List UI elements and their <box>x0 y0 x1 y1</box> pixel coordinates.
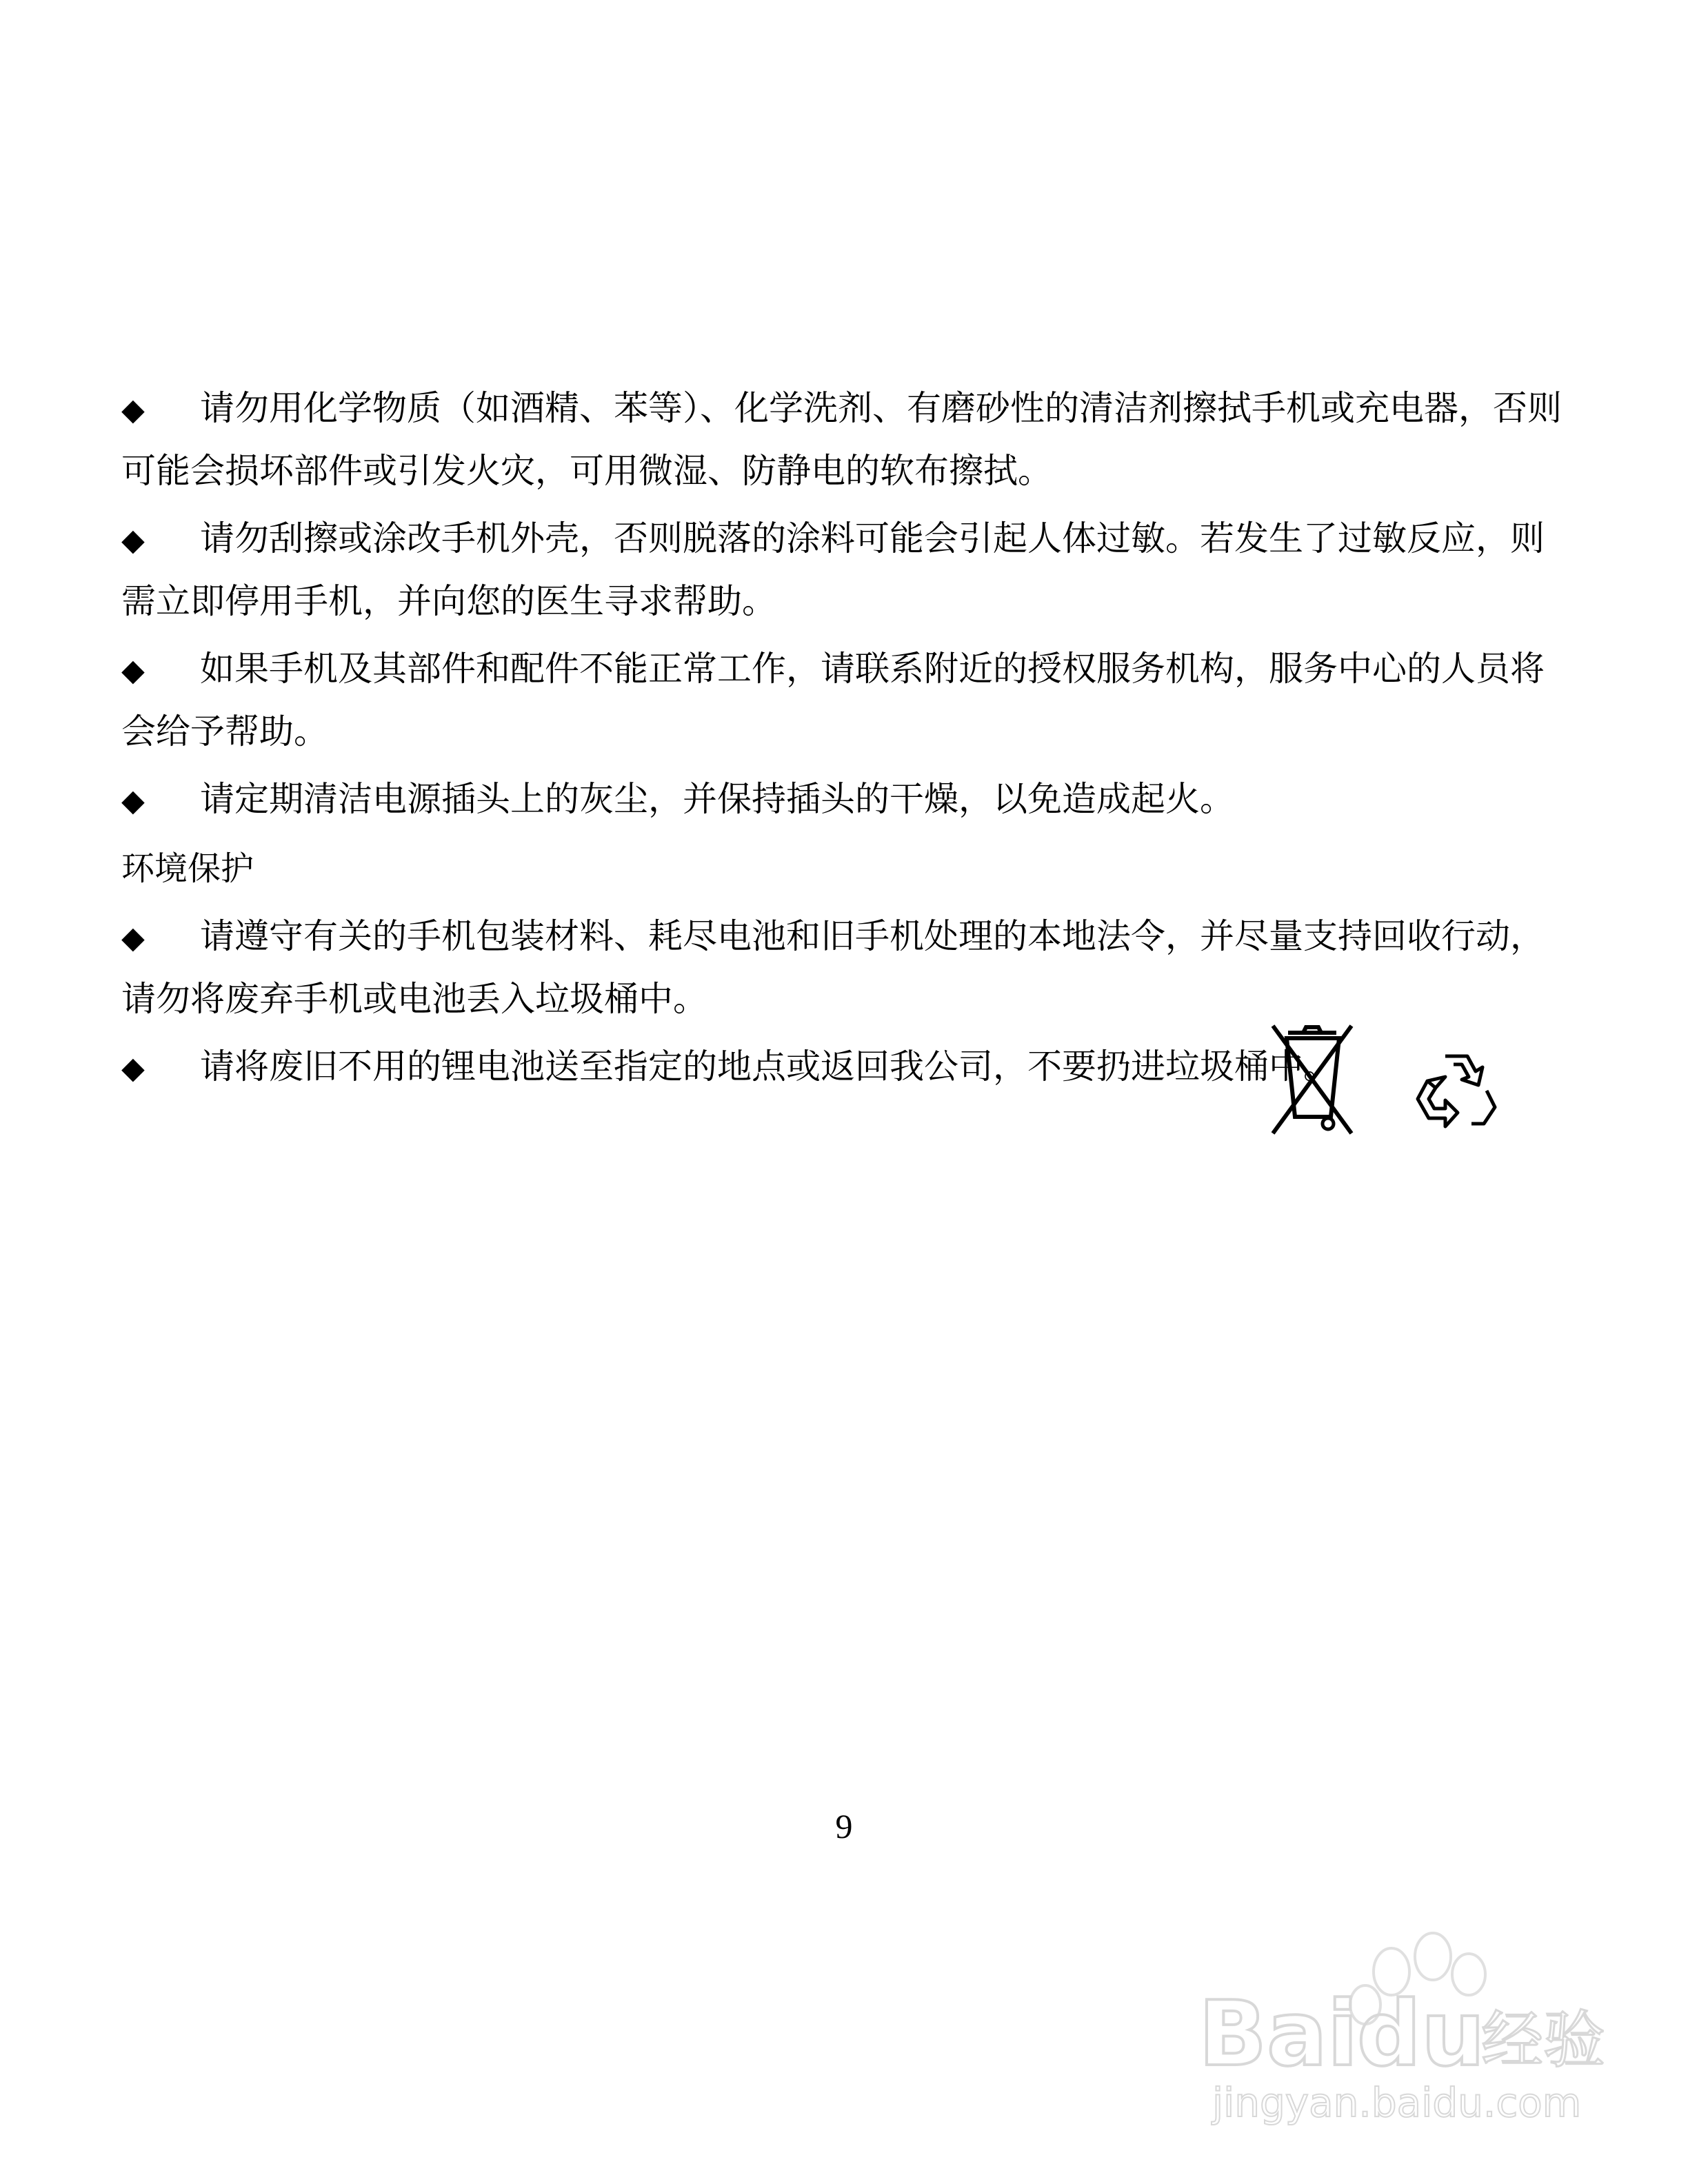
bullet-item <box>121 638 1569 762</box>
bullet-text: 请遵守有关的手机包装材料、耗尽电池和旧手机处理的本地法令，并尽量支持回收行动，请勿将废弃手机或电池丢入垃圾桶中。 <box>121 916 1545 1019</box>
bullet-diamond-icon: ◆ <box>121 653 145 688</box>
svg-text:Bai: Bai <box>1198 1981 1358 2086</box>
bullet-item <box>121 508 1569 631</box>
bullet-text: 请勿用化学物质（如酒精、苯等）、化学洗剂、有磨砂性的清洁剂擦拭手机或充电器，否则可能会损坏部件或引发火灾，可用微湿、防静电的软布擦拭。 <box>121 388 1562 491</box>
disposal-icons <box>1267 1020 1516 1138</box>
recycle-icon <box>1415 1049 1498 1129</box>
svg-text:jingyan.baidu.com: jingyan.baidu.com <box>1212 2079 1582 2126</box>
bullet-text: 请定期清洁电源插头上的灰尘，并保持插头的干燥，以免造成起火。 <box>200 779 1234 819</box>
bullet-diamond-icon: ◆ <box>121 523 145 558</box>
bullet-item <box>121 906 1569 1029</box>
crossed-out-wheelie-bin-icon <box>1267 1020 1357 1138</box>
bullet-text: 请将废旧不用的锂电池送至指定的地点或返回我公司，不要扔进垃圾桶中。 <box>200 1046 1338 1086</box>
bullet-text: 如果手机及其部件和配件不能正常工作，请联系附近的授权服务机构，服务中心的人员将会给予帮助。 <box>121 649 1545 751</box>
section-heading: 环境保护 <box>121 849 254 888</box>
svg-text:经验: 经验 <box>1481 2004 1605 2076</box>
document-body <box>121 378 1569 1106</box>
bullet-item <box>121 769 1569 831</box>
bullet-diamond-icon: ◆ <box>121 1051 145 1086</box>
baidu-jingyan-watermark <box>1185 1923 1612 2130</box>
bullet-diamond-icon: ◆ <box>121 783 145 818</box>
bullet-diamond-icon: ◆ <box>121 920 145 956</box>
page-number: 9 <box>835 1807 853 1846</box>
svg-text:du: du <box>1357 1981 1485 2086</box>
bullet-text: 请勿刮擦或涂改手机外壳，否则脱落的涂料可能会引起人体过敏。若发生了过敏反应，则需立即停用手机，并向您的医生寻求帮助。 <box>121 518 1545 621</box>
bullet-item <box>121 378 1569 501</box>
bullet-diamond-icon: ◆ <box>121 392 145 427</box>
